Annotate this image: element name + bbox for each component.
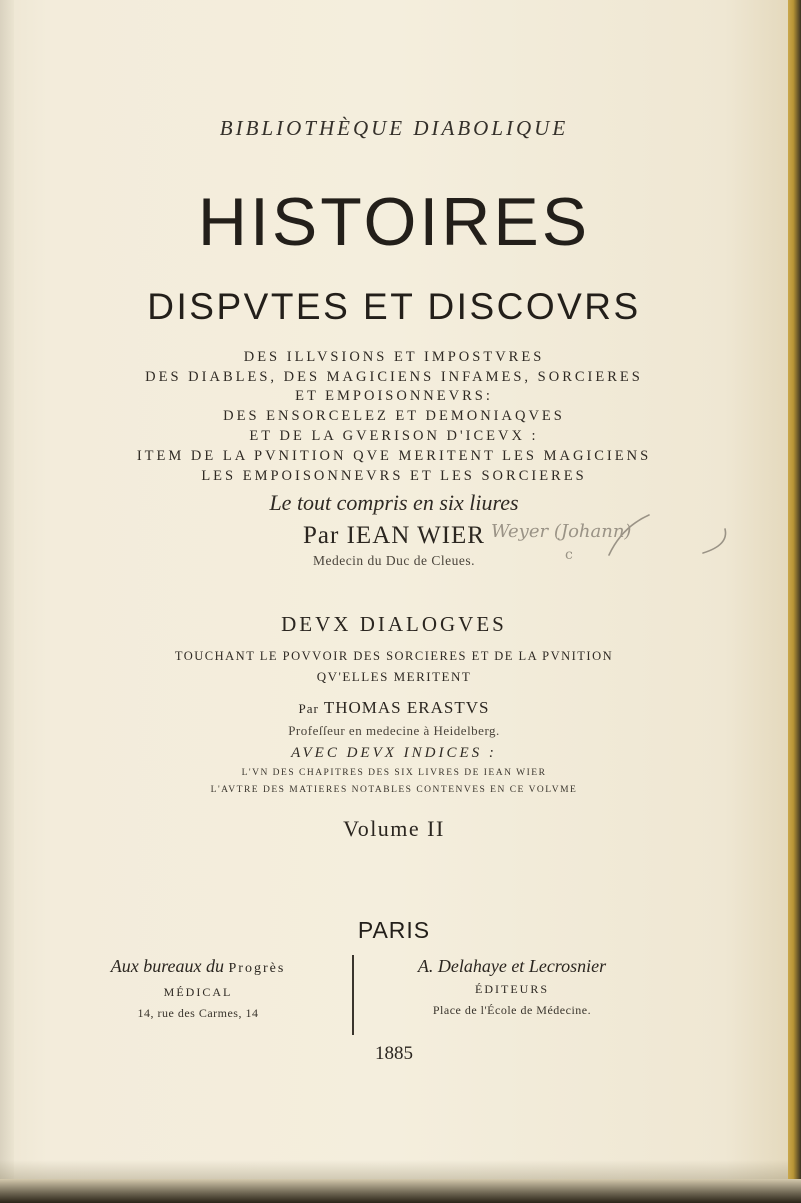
publisher-left-name: Aux bureaux du Progrès	[110, 956, 286, 976]
publisher-left-line: MÉDICAL	[163, 985, 233, 999]
publication-year: 1885	[375, 1043, 413, 1064]
publisher-right-line: ÉDITEURS	[475, 982, 549, 996]
tagline: Le tout compris en six liures	[269, 490, 519, 515]
page-stain	[0, 1160, 788, 1180]
handwritten-note	[487, 507, 733, 561]
description-line: ET EMPOISONNEVRS:	[295, 388, 493, 404]
author-name: IEAN WIER	[346, 522, 485, 549]
publisher-left-address: 14, rue des Carmes, 14	[137, 1006, 259, 1020]
dialogues-line: TOUCHANT LE POVVOIR DES SORCIERES ET DE LA PVNITION	[174, 649, 614, 663]
description-line: DES DIABLES, DES MAGICIENS INFAMES, SORCIERES	[145, 369, 643, 385]
second-author-line	[0, 698, 788, 718]
book-subtitle: DISPVTES ET DISCOVRS	[147, 286, 641, 327]
description-line: LES EMPOISONNEVRS ET LES SORCIERES	[201, 468, 587, 484]
author-role: Medecin du Duc de Cleues.	[312, 553, 476, 568]
gilt-edge	[788, 0, 801, 1203]
volume-label: Volume II	[343, 816, 445, 841]
publisher-right-name: A. Delahaye et Lecrosnier	[417, 956, 607, 976]
indices-line: L'AVTRE DES MATIERES NOTABLES CONTENVES EN CE VOLVME	[210, 785, 578, 795]
page-left-margin	[0, 0, 14, 1203]
second-author-role: Profeſſeur en medecine à Heidelberg.	[288, 723, 500, 738]
publisher-right-address: Place de l'École de Médecine.	[432, 1003, 592, 1017]
page-bottom-shadow	[0, 1179, 801, 1203]
description-line: DES ILLVSIONS ET IMPOSTVRES	[243, 349, 545, 365]
dialogues-line: QV'ELLES MERITENT	[316, 669, 472, 684]
description-line: DES ENSORCELEZ ET DEMONIAQVES	[223, 408, 565, 424]
author-prefix: Par	[303, 522, 340, 549]
publisher-divider	[352, 955, 354, 1035]
series-title: BIBLIOTHÈQUE DIABOLIQUE	[219, 116, 569, 140]
imprint-city: PARIS	[357, 917, 431, 943]
svg-text:c: c	[565, 547, 573, 561]
book-title: HISTOIRES	[197, 184, 591, 260]
publisher-right	[362, 955, 662, 1019]
description-line: ITEM DE LA PVNITION QVE MERITENT LES MAGICIENS	[136, 448, 652, 464]
second-author-prefix: Par	[298, 701, 319, 716]
indices-line: L'VN DES CHAPITRES DES SIX LIVRES DE IEAN WIER	[241, 768, 547, 778]
publisher-left	[48, 955, 348, 1022]
indices-title: AVEC DEVX INDICES :	[291, 745, 497, 761]
handwritten-note-text: Weyer (Johann)	[491, 521, 632, 542]
dialogues-title: DEVX DIALOGVES	[281, 612, 507, 636]
second-author-name: THOMAS ERASTVS	[323, 698, 490, 717]
description-line: ET DE LA GVERISON D'ICEVX :	[249, 428, 539, 444]
